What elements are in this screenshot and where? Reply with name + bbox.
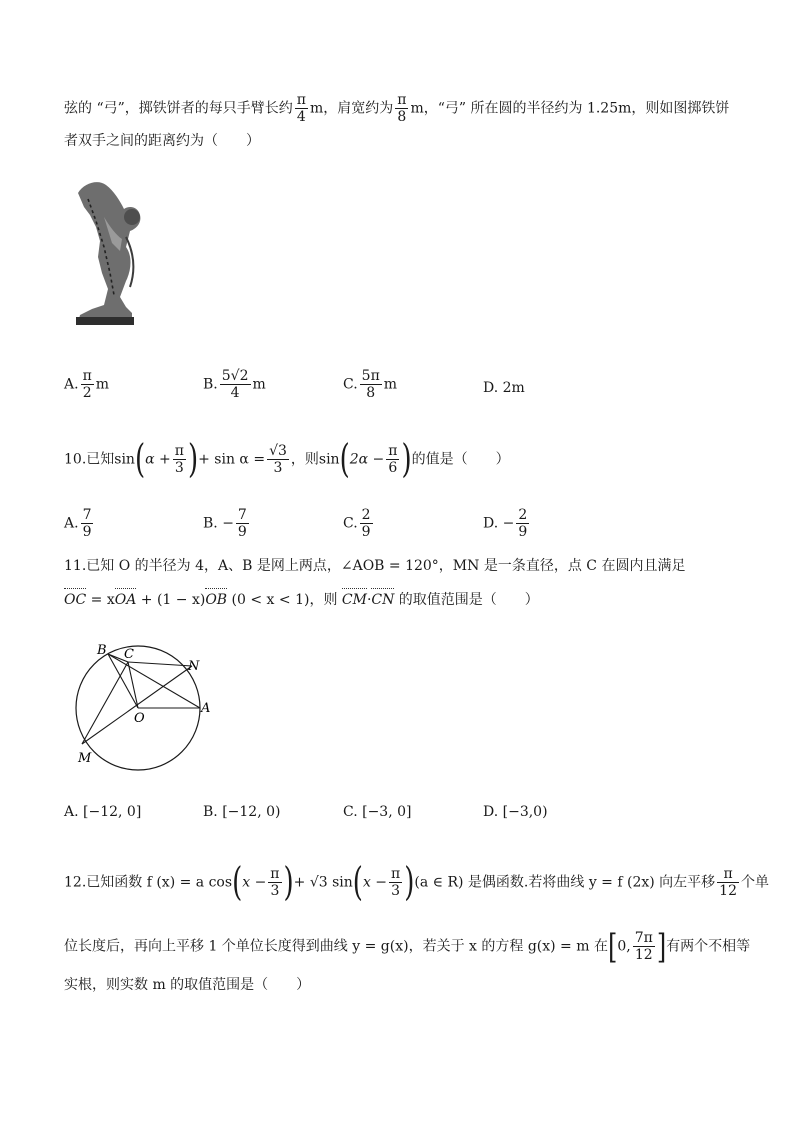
q9-text-b: m，肩宽约为 xyxy=(309,100,394,117)
q9-frac-shoulder: $\frac{\pi}{8}$ xyxy=(397,92,407,125)
q11-option-d[interactable]: D. [−3,0) xyxy=(483,804,548,820)
q9-option-c[interactable]: C. $\frac{5\pi}{8}$ m xyxy=(343,368,398,401)
q9-option-c-frac: $\frac{5\pi}{8}$ xyxy=(361,368,380,401)
q9-option-d[interactable]: D. 2m xyxy=(483,380,525,396)
q9-line-2: 者双手之间的距离约为（ ） xyxy=(64,133,260,149)
q11-option-c[interactable]: C. [−3, 0] xyxy=(343,804,412,820)
q10-option-b-frac: $\frac{7}{9}$ xyxy=(237,507,247,540)
q9-option-a[interactable]: A. $\frac{\pi}{2}$ m xyxy=(64,368,110,401)
vector-cm: CM xyxy=(341,592,367,608)
q12-frac-interval: $\frac{7\pi}{12}$ xyxy=(634,930,653,963)
q12-line-2: 位长度后，再向上平移 1 个单位长度得到曲线 y = g(x)，若关于 x 的方程 g(x) = m 在[0, $\frac{7\pi}{12}$ ]有两个不相等 xyxy=(64,926,751,967)
label-n: N xyxy=(188,659,200,674)
q12-line-1: 12.已知函数 f (x) = a cos(x − $\frac{\pi}{3}$ )+ √3 sin(x − $\frac{\pi}{3}$ )(a ∈ R) 是偶函数.若将曲线 y = f (2x) 向左平移 $\frac{\pi}{12}$ 个单 xyxy=(64,860,769,905)
q11-line-2: OC = xOA + (1 − x)OB (0 < x < 1)，则 CM·CN 的取值范围是（ ） xyxy=(64,592,539,608)
vector-cn: CN xyxy=(371,592,395,608)
q10-option-c-frac: $\frac{2}{9}$ xyxy=(361,507,371,540)
q10-option-d[interactable]: D. − $\frac{2}{9}$ xyxy=(483,507,528,540)
vector-ob: OB xyxy=(205,592,228,608)
q9-frac-arm: $\frac{\pi}{4}$ xyxy=(296,92,306,125)
q9-line-1 xyxy=(64,92,729,125)
q12-frac-shift: $\frac{\pi}{12}$ xyxy=(719,866,737,899)
circle-figure xyxy=(70,636,230,776)
q10-stem: 10.已知sin(α + $\frac{\pi}{3}$ )+ sin α = $\frac{√3}{3}$ ，则sin(2α − $\frac{\pi}{6}$ )的值是（ ） xyxy=(64,437,510,482)
q9-text-c: m，“弓” 所在圆的半径约为 1.25m，则如图掷铁饼 xyxy=(410,100,730,117)
q11-option-b[interactable]: B. [−12, 0) xyxy=(203,804,281,820)
q9-option-a-frac: $\frac{\pi}{2}$ xyxy=(82,368,92,401)
q9-option-b[interactable]: B. $\frac{5√2}{4}$ m xyxy=(203,368,266,401)
q10-option-a-frac: $\frac{7}{9}$ xyxy=(82,507,92,540)
discus-thrower-figure xyxy=(70,177,158,327)
q10-option-c[interactable]: C. $\frac{2}{9}$ xyxy=(343,507,371,540)
q12-frac-pi-3-a: $\frac{\pi}{3}$ xyxy=(270,866,280,899)
label-b: B xyxy=(97,643,107,658)
q10-frac-pi-6: $\frac{\pi}{6}$ xyxy=(388,443,398,476)
label-c: C xyxy=(124,647,134,662)
q9-option-b-frac: $\frac{5√2}{4}$ xyxy=(221,368,249,401)
q10-option-a[interactable]: A. $\frac{7}{9}$ xyxy=(64,507,92,540)
q10-option-b[interactable]: B. − $\frac{7}{9}$ xyxy=(203,507,247,540)
q12-line-3: 实根，则实数 m 的取值范围是（ ） xyxy=(64,977,311,993)
label-a: A xyxy=(201,701,211,716)
vector-oc: OC xyxy=(64,592,87,608)
q10-frac-root3: $\frac{√3}{3}$ xyxy=(269,443,287,476)
label-o: O xyxy=(134,711,145,726)
vector-oa: OA xyxy=(114,592,137,608)
q9-text-a: 弦的 “弓”，掷铁饼者的每只手臂长约 xyxy=(64,100,293,117)
label-m: M xyxy=(78,751,92,766)
q11-line-1: 11.已知 O 的半径为 4，A、B 是网上两点，∠AOB = 120°，MN 是一条直径，点 C 在圆内且满足 xyxy=(64,558,686,574)
q12-frac-pi-3-b: $\frac{\pi}{3}$ xyxy=(391,866,401,899)
q10-option-d-frac: $\frac{2}{9}$ xyxy=(518,507,528,540)
q10-frac-pi-3: $\frac{\pi}{3}$ xyxy=(174,443,184,476)
q11-option-a[interactable]: A. [−12, 0] xyxy=(64,804,142,820)
